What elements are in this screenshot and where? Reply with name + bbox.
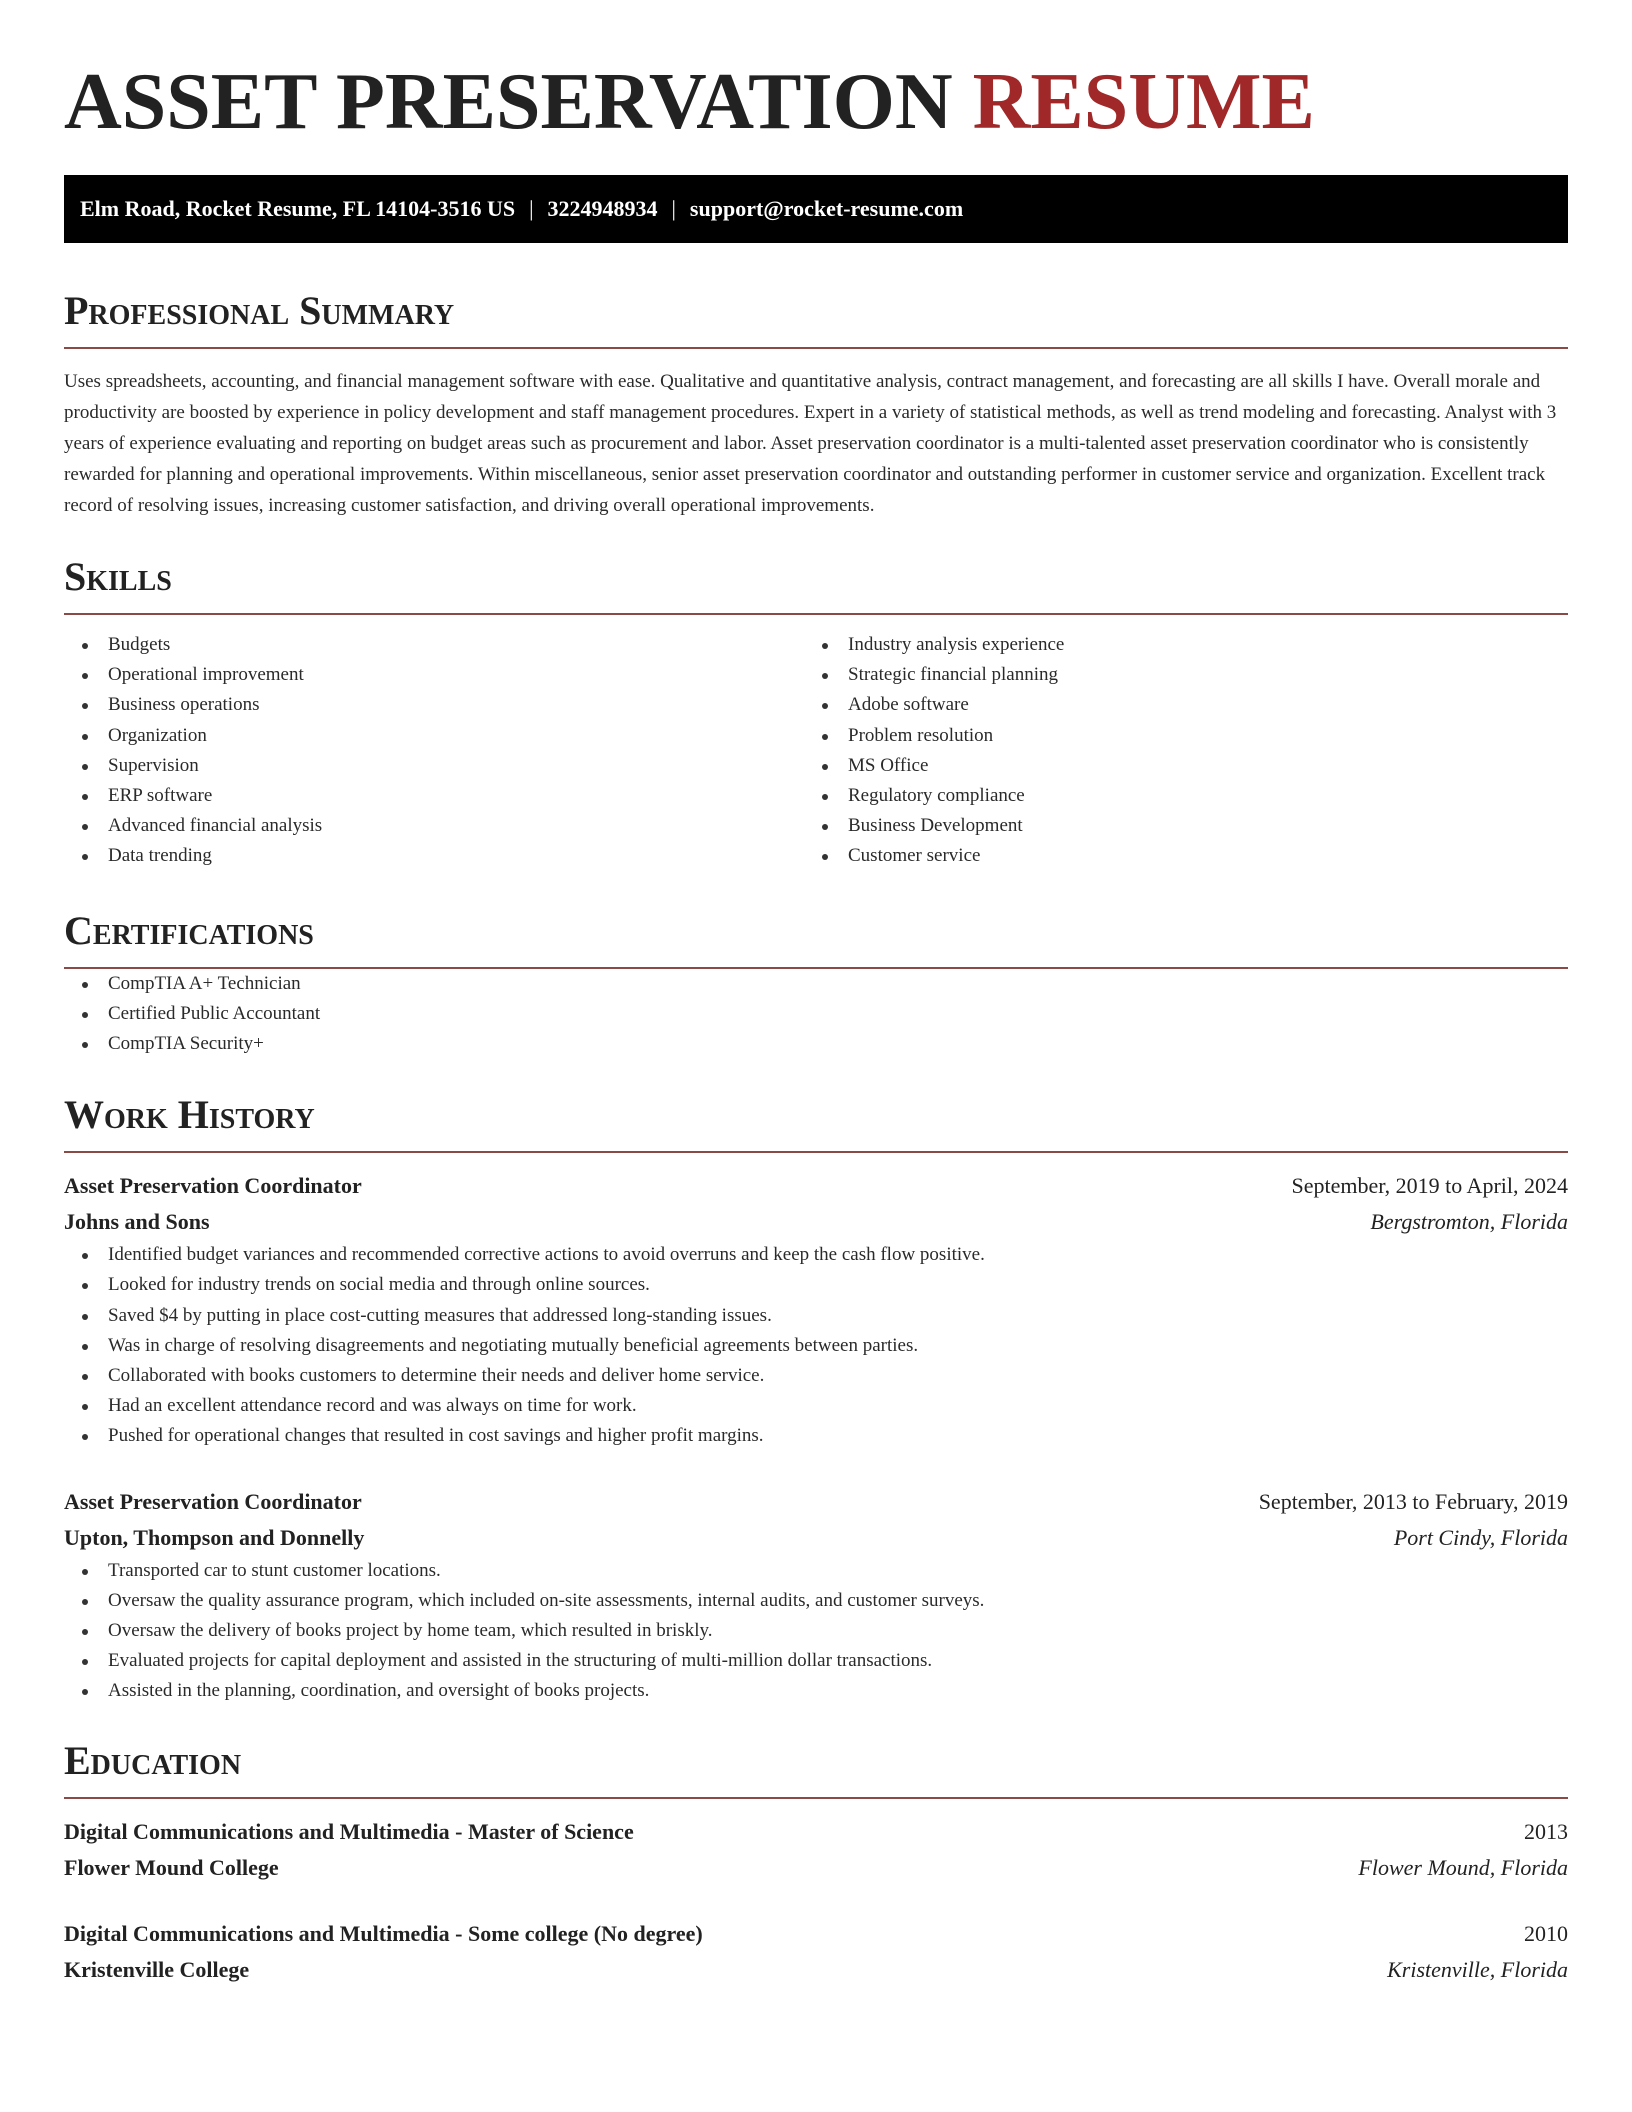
- education-entry: [64, 1814, 1568, 1886]
- skill-item: Customer service: [804, 841, 1544, 871]
- contact-address: Elm Road, Rocket Resume, FL 14104-3516 US: [80, 196, 516, 221]
- job-duty: Pushed for operational changes that resulted in cost savings and higher profit margins.: [64, 1421, 1568, 1451]
- skill-item: Industry analysis experience: [804, 630, 1544, 660]
- education-section: [64, 1737, 1568, 1988]
- job-company: Johns and Sons: [64, 1209, 210, 1235]
- contact-separator: |: [529, 196, 534, 221]
- contact-separator: |: [671, 196, 676, 221]
- skills-section: [64, 553, 1568, 872]
- contact-bar: [64, 175, 1568, 243]
- job-duty: Saved $4 by putting in place cost-cutting measures that addressed long-standing issues.: [64, 1301, 1568, 1331]
- job-title: Asset Preservation Coordinator: [64, 1173, 362, 1199]
- job-duty: Collaborated with books customers to determine their needs and deliver home service.: [64, 1361, 1568, 1391]
- skill-item: Problem resolution: [804, 721, 1544, 751]
- summary-text: Uses spreadsheets, accounting, and financial management software with ease. Qualitative and quantitative analysis, contract management, and forecasting are all skills I have. Overall morale and productivity are boosted by experience in policy development and staff management procedures. Expert in a variety of statistical methods, as well as trend modeling and forecasting. Analyst with 3 years of experience evaluating and reporting on budget areas such as procurement and labor. Asset preservation coordinator is a multi-talented asset preservation coordinator who is consistently rewarded for planning and operational improvements. Within miscellaneous, senior asset preservation coordinator and outstanding performer in customer service and organization. Excellent track record of resolving issues, increasing customer satisfaction, and driving overall operational improvements.: [64, 371, 1557, 516]
- job-duties-list: [64, 1240, 1568, 1451]
- education-degree-row: [64, 1814, 1568, 1850]
- title-main: ASSET PRESERVATION: [64, 58, 953, 146]
- skill-item: Adobe software: [804, 690, 1544, 720]
- job-company-row: [64, 1520, 1568, 1556]
- skill-item: Operational improvement: [64, 660, 804, 690]
- skill-item: Advanced financial analysis: [64, 811, 804, 841]
- job-title-row: [64, 1168, 1568, 1204]
- skill-item: Regulatory compliance: [804, 781, 1544, 811]
- education-year: 2013: [1524, 1818, 1568, 1844]
- skill-item: Organization: [64, 721, 804, 751]
- job-duties-list: [64, 1556, 1568, 1707]
- education-degree-row: [64, 1916, 1568, 1952]
- certifications-list: [64, 969, 1568, 1060]
- section-divider: [64, 347, 1568, 349]
- education-entry: [64, 1916, 1568, 1988]
- skill-item: Supervision: [64, 751, 804, 781]
- skill-item: Business operations: [64, 690, 804, 720]
- job-location: Bergstromton, Florida: [1370, 1209, 1568, 1235]
- job-company-row: [64, 1204, 1568, 1240]
- job-duty: Oversaw the quality assurance program, which included on-site assessments, internal audits, and customer surveys.: [64, 1586, 1568, 1616]
- skills-list-right: [804, 630, 1544, 872]
- section-title-skills: Skills: [64, 554, 172, 599]
- job-duty: Oversaw the delivery of books project by home team, which resulted in briskly.: [64, 1616, 1568, 1646]
- job-duty: Looked for industry trends on social media and through online sources.: [64, 1270, 1568, 1300]
- resume-title: [64, 52, 1568, 152]
- education-school: Flower Mound College: [64, 1854, 279, 1880]
- job-entry: [64, 1168, 1568, 1451]
- contact-phone: 3224948934: [547, 196, 658, 221]
- certification-item: CompTIA A+ Technician: [64, 969, 1568, 999]
- skill-item: ERP software: [64, 781, 804, 811]
- skill-item: Business Development: [804, 811, 1544, 841]
- job-duty: Evaluated projects for capital deployment and assisted in the structuring of multi-million dollar transactions.: [64, 1646, 1568, 1676]
- work-history-section: [64, 1091, 1568, 1706]
- job-duty: Identified budget variances and recommended corrective actions to avoid overruns and keep the cash flow positive.: [64, 1240, 1568, 1270]
- skill-item: Data trending: [64, 841, 804, 871]
- education-school-row: [64, 1952, 1568, 1988]
- job-company: Upton, Thompson and Donnelly: [64, 1524, 365, 1550]
- section-title-certifications: Certifications: [64, 907, 314, 953]
- job-dates: September, 2013 to February, 2019: [1258, 1488, 1568, 1514]
- certifications-section: [64, 907, 1568, 1060]
- education-degree: Digital Communications and Multimedia - Master of Science: [64, 1818, 634, 1844]
- skill-item: MS Office: [804, 751, 1544, 781]
- skills-columns: [64, 630, 1568, 872]
- skills-list-left: [64, 630, 804, 872]
- education-location: Flower Mound, Florida: [1358, 1854, 1568, 1880]
- education-location: Kristenville, Florida: [1387, 1956, 1568, 1982]
- job-duty: Transported car to stunt customer locations.: [64, 1556, 1568, 1586]
- title-accent: RESUME: [972, 58, 1315, 146]
- skill-item: Budgets: [64, 630, 804, 660]
- job-duty: Assisted in the planning, coordination, and oversight of books projects.: [64, 1676, 1568, 1706]
- section-title-summary: Professional Summary: [64, 288, 455, 333]
- education-degree: Digital Communications and Multimedia - Some college (No degree): [64, 1920, 703, 1946]
- job-title: Asset Preservation Coordinator: [64, 1488, 362, 1514]
- section-title-education: Education: [64, 1737, 242, 1783]
- job-location: Port Cindy, Florida: [1393, 1524, 1568, 1550]
- contact-email: support@rocket-resume.com: [689, 196, 964, 221]
- section-divider: [64, 1797, 1568, 1799]
- skills-column-right: [804, 630, 1544, 872]
- job-dates: September, 2019 to April, 2024: [1291, 1173, 1568, 1199]
- skills-column-left: [64, 630, 804, 872]
- job-duty: Had an excellent attendance record and was always on time for work.: [64, 1391, 1568, 1421]
- education-school-row: [64, 1850, 1568, 1886]
- certification-item: CompTIA Security+: [64, 1029, 1568, 1059]
- summary-section: [64, 287, 1568, 521]
- resume-page: [64, 52, 1568, 1988]
- job-entry: [64, 1484, 1568, 1707]
- job-title-row: [64, 1484, 1568, 1520]
- education-school: Kristenville College: [64, 1956, 250, 1982]
- job-duty: Was in charge of resolving disagreements and negotiating mutually beneficial agreements between parties.: [64, 1331, 1568, 1361]
- skill-item: Strategic financial planning: [804, 660, 1544, 690]
- section-divider: [64, 1151, 1568, 1153]
- section-divider: [64, 613, 1568, 615]
- certification-item: Certified Public Accountant: [64, 999, 1568, 1029]
- education-year: 2010: [1524, 1920, 1568, 1946]
- section-title-work-history: Work History: [64, 1092, 315, 1138]
